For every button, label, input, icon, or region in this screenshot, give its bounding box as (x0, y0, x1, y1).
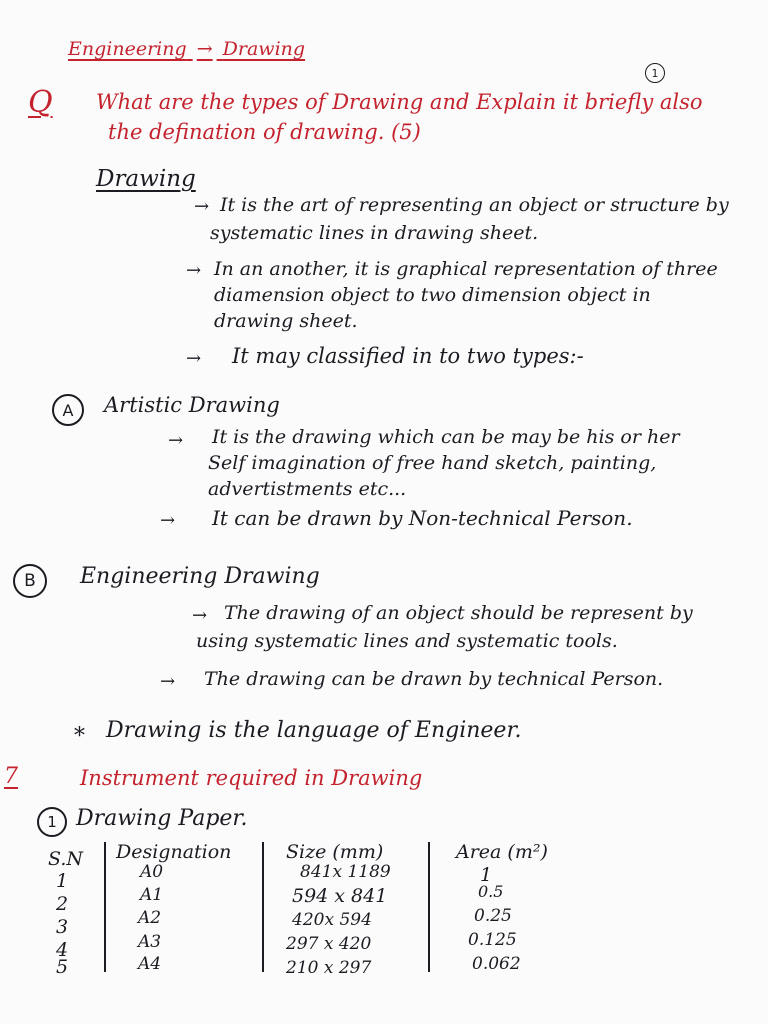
question-line-1: What are the types of Drawing and Explain it briefly also (96, 90, 703, 114)
artistic-point-2-arrow: → (160, 510, 176, 531)
paper-heading: Drawing Paper. (76, 806, 248, 831)
page-title (68, 40, 305, 59)
artistic-point-1-line-1: It is the drawing which can be may be his or her (212, 426, 680, 448)
drawing-point-2-arrow: → (186, 260, 202, 281)
note-star: * (74, 724, 85, 749)
table-cell-size: 594 x 841 (292, 885, 388, 907)
paper-marker: 1 (37, 807, 67, 837)
table-divider (428, 842, 430, 972)
table-cell-size: 841x 1189 (300, 862, 391, 882)
table-cell-sn: 5 (56, 956, 69, 978)
drawing-point-3-line-1: It may classified in to two types:- (232, 344, 584, 368)
page-number: 1 (645, 63, 665, 83)
table-cell-sn: 2 (56, 893, 69, 915)
table-cell-area: 0.125 (468, 930, 517, 950)
table-cell-area: 1 (480, 864, 493, 886)
drawing-point-1-line-2: systematic lines in drawing sheet. (210, 222, 539, 244)
table-divider (104, 842, 106, 972)
drawing-heading: Drawing (96, 166, 196, 192)
engineering-point-2-arrow: → (160, 671, 176, 692)
artistic-point-1-arrow: → (168, 430, 184, 451)
table-divider (262, 842, 264, 972)
title-sub: Drawing (222, 38, 306, 60)
table-cell-size: 420x 594 (292, 910, 372, 930)
table-header-sn: S.N (48, 848, 84, 870)
instruments-marker: 7 (4, 764, 18, 789)
table-cell-designation: A0 (140, 862, 164, 882)
table-header-area: Area (m²) (456, 841, 548, 863)
drawing-point-1-line-1: It is the art of representing an object or structure by (220, 194, 729, 216)
table-cell-designation: A4 (138, 954, 162, 974)
table-cell-area: 0.5 (478, 882, 504, 901)
engineering-point-1-line-1: The drawing of an object should be represent by (224, 602, 693, 624)
instruments-heading: Instrument required in Drawing (80, 766, 423, 790)
title-word: Engineering (68, 38, 187, 60)
drawing-point-2-line-1: In an another, it is graphical representation of three (214, 258, 718, 280)
table-cell-size: 297 x 420 (286, 934, 372, 954)
artistic-marker: A (52, 394, 84, 426)
table-cell-area: 0.25 (474, 906, 512, 926)
title-arrow: → (196, 38, 213, 60)
table-cell-designation: A1 (140, 885, 164, 905)
artistic-heading: Artistic Drawing (104, 393, 280, 417)
table-cell-sn: 3 (56, 916, 69, 938)
artistic-point-1-line-3: advertistments etc... (208, 478, 407, 500)
question-marker: Q (28, 85, 53, 120)
drawing-point-2-line-2: diamension object to two dimension object in (214, 284, 651, 306)
note-text: Drawing is the language of Engineer. (106, 718, 522, 743)
drawing-point-2-line-3: drawing sheet. (214, 310, 358, 332)
table-header-designation: Designation (116, 841, 232, 863)
drawing-point-3-arrow: → (186, 348, 202, 369)
table-cell-size: 210 x 297 (286, 958, 372, 978)
artistic-point-1-line-2: Self imagination of free hand sketch, painting, (208, 452, 657, 474)
table-cell-designation: A2 (138, 908, 162, 928)
artistic-point-2-line-1: It can be drawn by Non-technical Person. (212, 506, 633, 530)
table-cell-area: 0.062 (472, 954, 521, 974)
question-line-2: the defination of drawing. (5) (108, 120, 421, 144)
table-cell-sn: 1 (56, 870, 69, 892)
table-header-size: Size (mm) (286, 841, 384, 863)
engineering-point-2-line-1: The drawing can be drawn by technical Person. (204, 668, 664, 690)
engineering-point-1-line-2: using systematic lines and systematic tools. (196, 630, 618, 652)
engineering-point-1-arrow: → (192, 605, 208, 626)
table-cell-sn: 4 (56, 939, 69, 961)
table-cell-designation: A3 (138, 932, 162, 952)
drawing-point-1-arrow: → (194, 196, 210, 217)
engineering-heading: Engineering Drawing (80, 564, 320, 589)
engineering-marker: B (13, 564, 47, 598)
